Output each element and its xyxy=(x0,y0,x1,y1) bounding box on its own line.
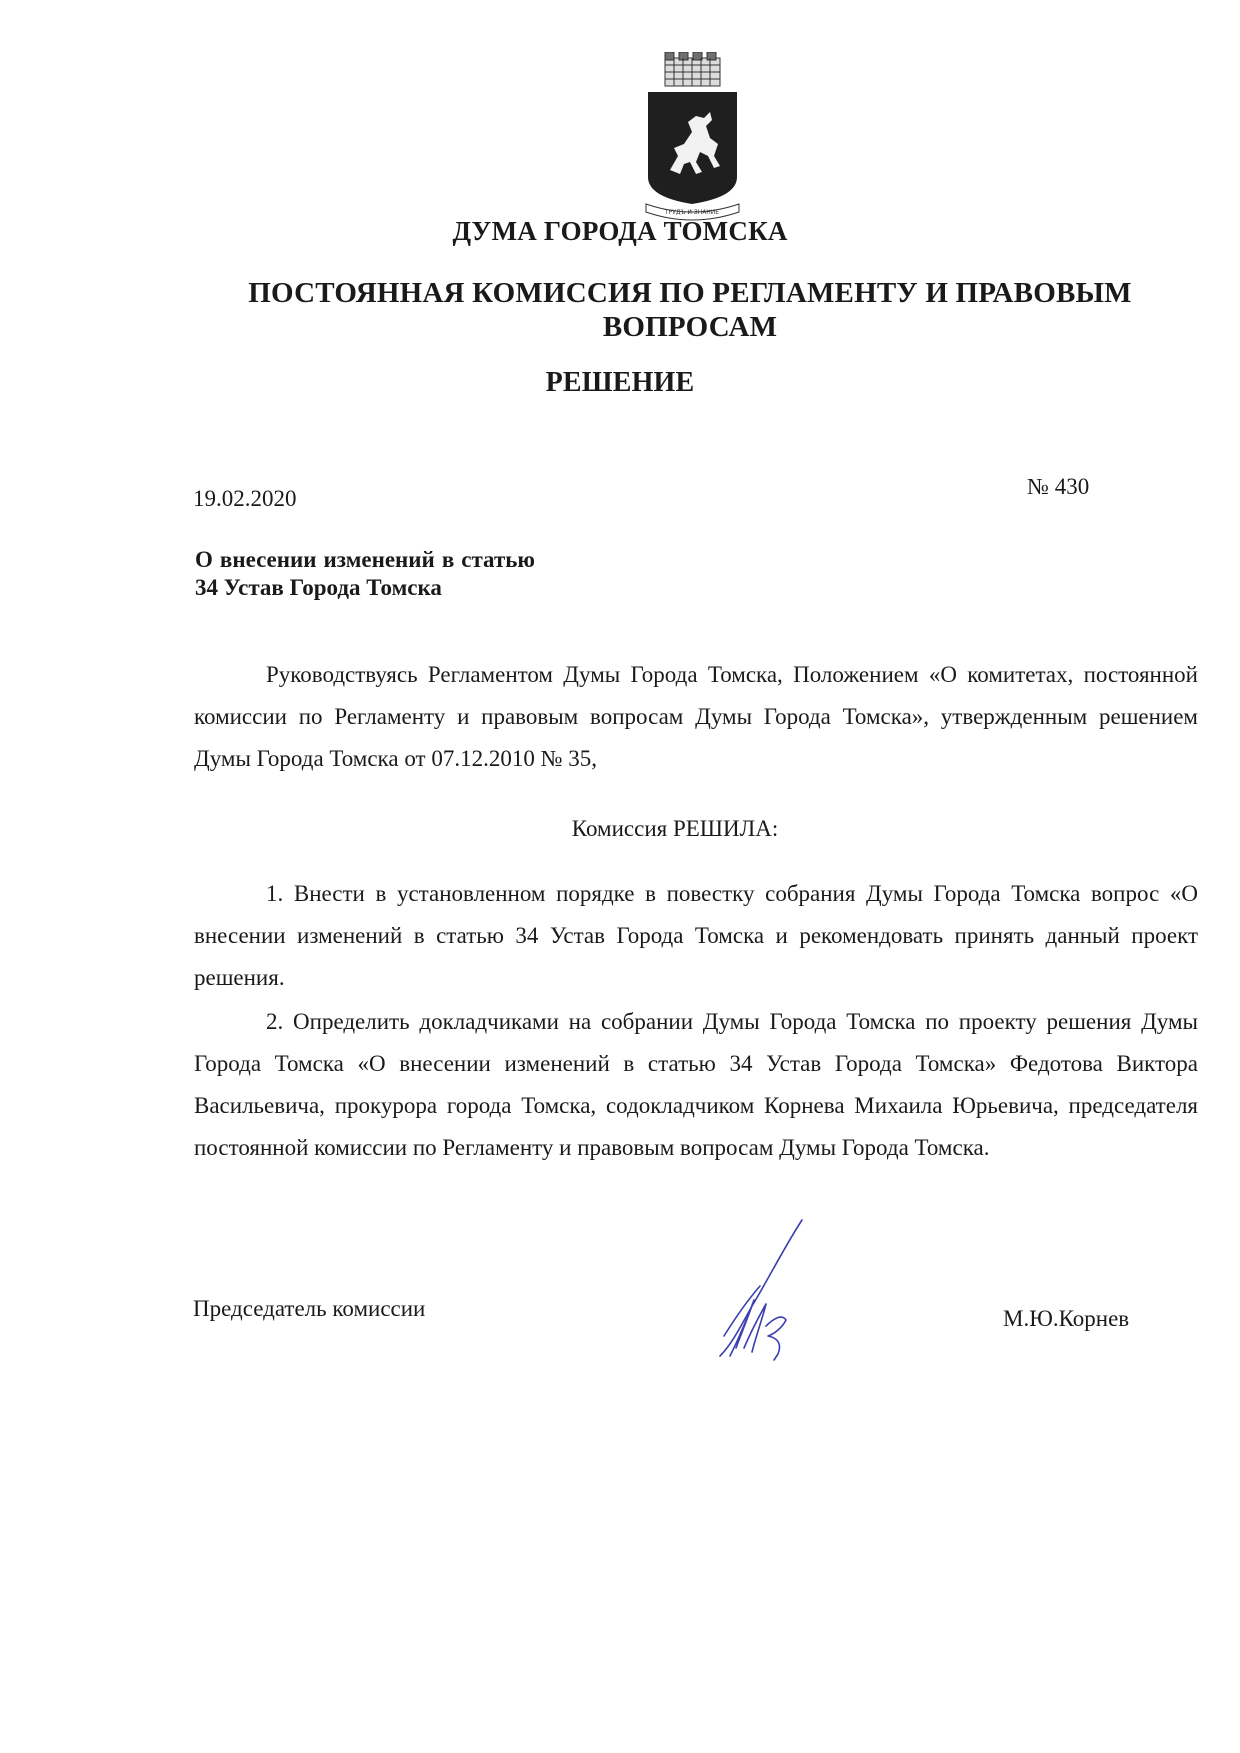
signatory-role: Председатель комиссии xyxy=(193,1296,426,1321)
document-subject: О внесении изменений в статью 34 Устав Города Томска xyxy=(195,547,535,600)
document-number: № 430 xyxy=(1027,474,1090,499)
resolved-heading-text: Комиссия РЕШИЛА: xyxy=(571,816,779,841)
handwritten-signature xyxy=(690,1216,820,1366)
document-type-title: РЕШЕНИЕ xyxy=(545,367,695,398)
commission-title: ПОСТОЯННАЯ КОМИССИЯ ПО РЕГЛАМЕНТУ И ПРАВОВЫМ ВОПРОСАМ xyxy=(248,277,1132,343)
signatory-name: М.Ю.Корнев xyxy=(1003,1306,1130,1331)
document-date: 19.02.2020 xyxy=(193,486,297,511)
duma-title: ДУМА ГОРОДА ТОМСКА xyxy=(452,216,788,246)
resolution-item-2: 2. Определить докладчиками на собрании Думы Города Томска по проекту решения Думы Города Томска «О внесении изменений в статью 34 Устав Города Томска» Федотова Виктора Васильевича, прокурора города Томска, содокладчиком Корнева Михаила Юрьевича, председателя постоянной комиссии по Регламенту и правовым вопросам Думы Города Томска. xyxy=(194,1009,1198,1160)
resolved-heading xyxy=(0,816,1240,842)
resolution-item-1: 1. Внести в установленном порядке в повестку собрания Думы Города Томска вопрос «О внесении изменений в статью 34 Устав Города Томска и рекомендовать принять данный проект решения. xyxy=(194,881,1198,990)
city-crest-icon xyxy=(640,52,745,222)
svg-text:ТРУДЪ И ЗНАНИЕ: ТРУДЪ И ЗНАНИЕ xyxy=(664,209,720,216)
preamble-paragraph: Руководствуясь Регламентом Думы Города Томска, Положением «О комитетах, постоянной комиссии по Регламенту и правовым вопросам Думы Города Томска», утвержденным решением Думы Города Томска от 07.12.2010 № 35, xyxy=(194,662,1198,771)
